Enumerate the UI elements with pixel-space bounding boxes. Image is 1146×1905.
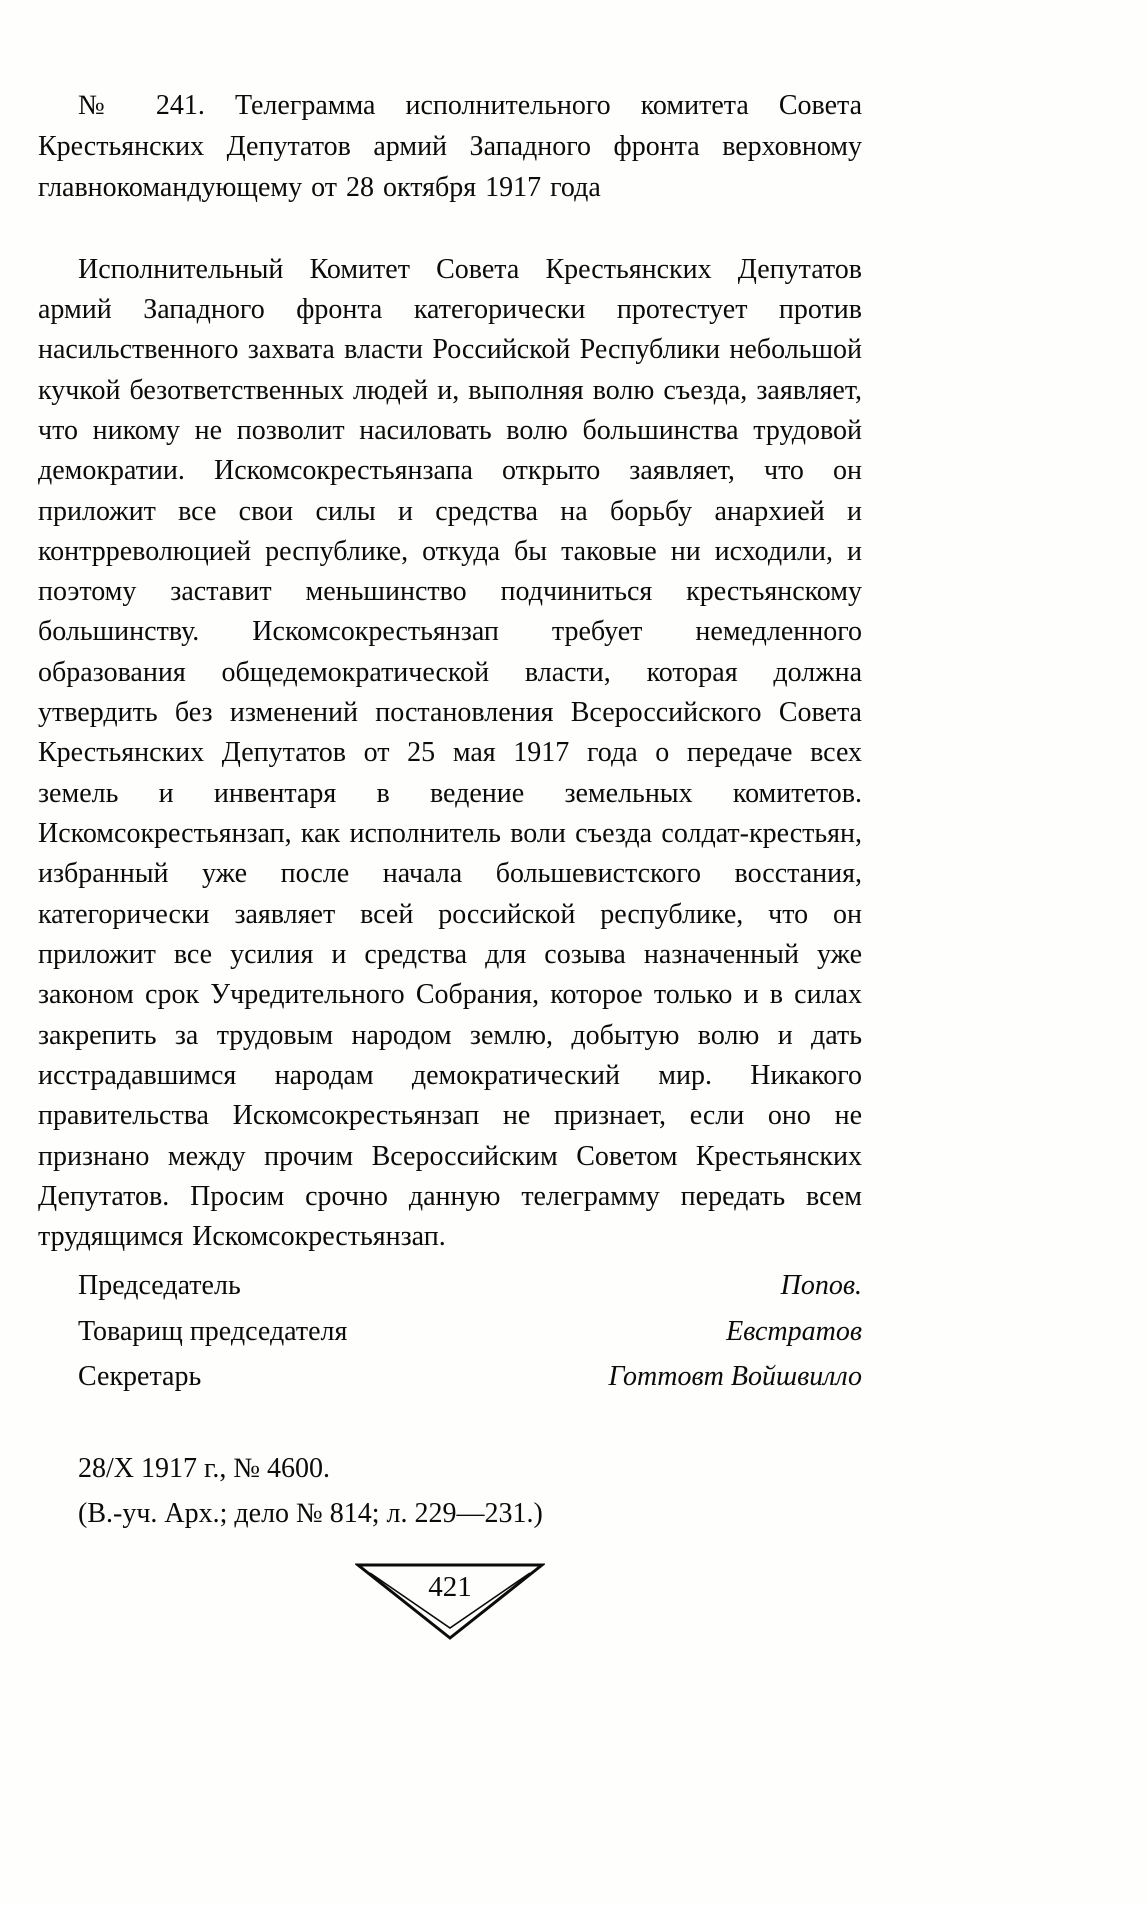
archive-source-line: (В.-уч. Арх.; дело № 814; л. 229—231.): [78, 1497, 543, 1529]
document-body-paragraph: Исполнительный Комитет Совета Крестьянских Депутатов армий Западного фронта категорически протестует против насильственного захвата власти Российской Республики небольшой кучкой безответственных людей и, выполняя волю съезда, заявляет, что никому не позволит насиловать волю большинства трудовой демократии. Искомсокрестьянзапа открыто заявляет, что он приложит все свои силы и средства на борьбу анархией и контрреволюцией республике, откуда бы таковые ни исходили, и поэтому заставит меньшинство подчиниться крестьянскому большинству. Искомсокрестьянзап требует немедленного образования общедемократической власти, которая должна утвердить без изменений постановления Всероссийского Совета Крестьянских Депутатов от 25 мая 1917 года о передаче всех земель и инвентаря в ведение земельных комитетов. Искомсокрестьянзап, как исполнитель воли съезда солдат-крестьян, избранный уже после начала большевистского восстания, категорически заявляет всей российской республике, что он приложит все усилия и средства для созыва назначенный уже законом срок Учредительного Собрания, которое только и в силах закрепить за трудовым народом землю, добытую волю и дать исстрадавшимся народам демократический мир. Никакого правительства Искомсокрестьянзап не признает, если оно не признано между прочим Всероссийским Советом Крестьянских Депутатов. Просим срочно данную телеграмму передать всем трудящимся Искомсокрестьянзап.: [38, 253, 862, 1253]
archive-date-line: 28/X 1917 г., № 4600.: [78, 1452, 331, 1484]
page-number-triangle-icon: [355, 1562, 545, 1642]
page-footer: [38, 1562, 862, 1642]
signature-row: [38, 1354, 862, 1399]
signature-block: [38, 1263, 862, 1399]
signature-name: Готтовт Войшвилло: [608, 1361, 862, 1393]
signature-role: Секретарь: [78, 1361, 202, 1393]
signature-role: Товарищ председателя: [78, 1315, 348, 1347]
page-number: 421: [428, 1571, 472, 1604]
signature-name: Евстратов: [726, 1315, 862, 1347]
signature-row: [38, 1263, 862, 1308]
text-block: [38, 86, 862, 1642]
archive-reference-block: [38, 1446, 862, 1537]
signature-row: [38, 1309, 862, 1354]
signature-name: Попов.: [780, 1270, 862, 1302]
signature-role: Председатель: [78, 1270, 241, 1302]
document-title: № 241. Телеграмма исполнительного комитета Совета Крестьянских Депутатов армий Западного фронта верховному главнокомандующему от 28 октября 1917 года: [38, 90, 862, 203]
